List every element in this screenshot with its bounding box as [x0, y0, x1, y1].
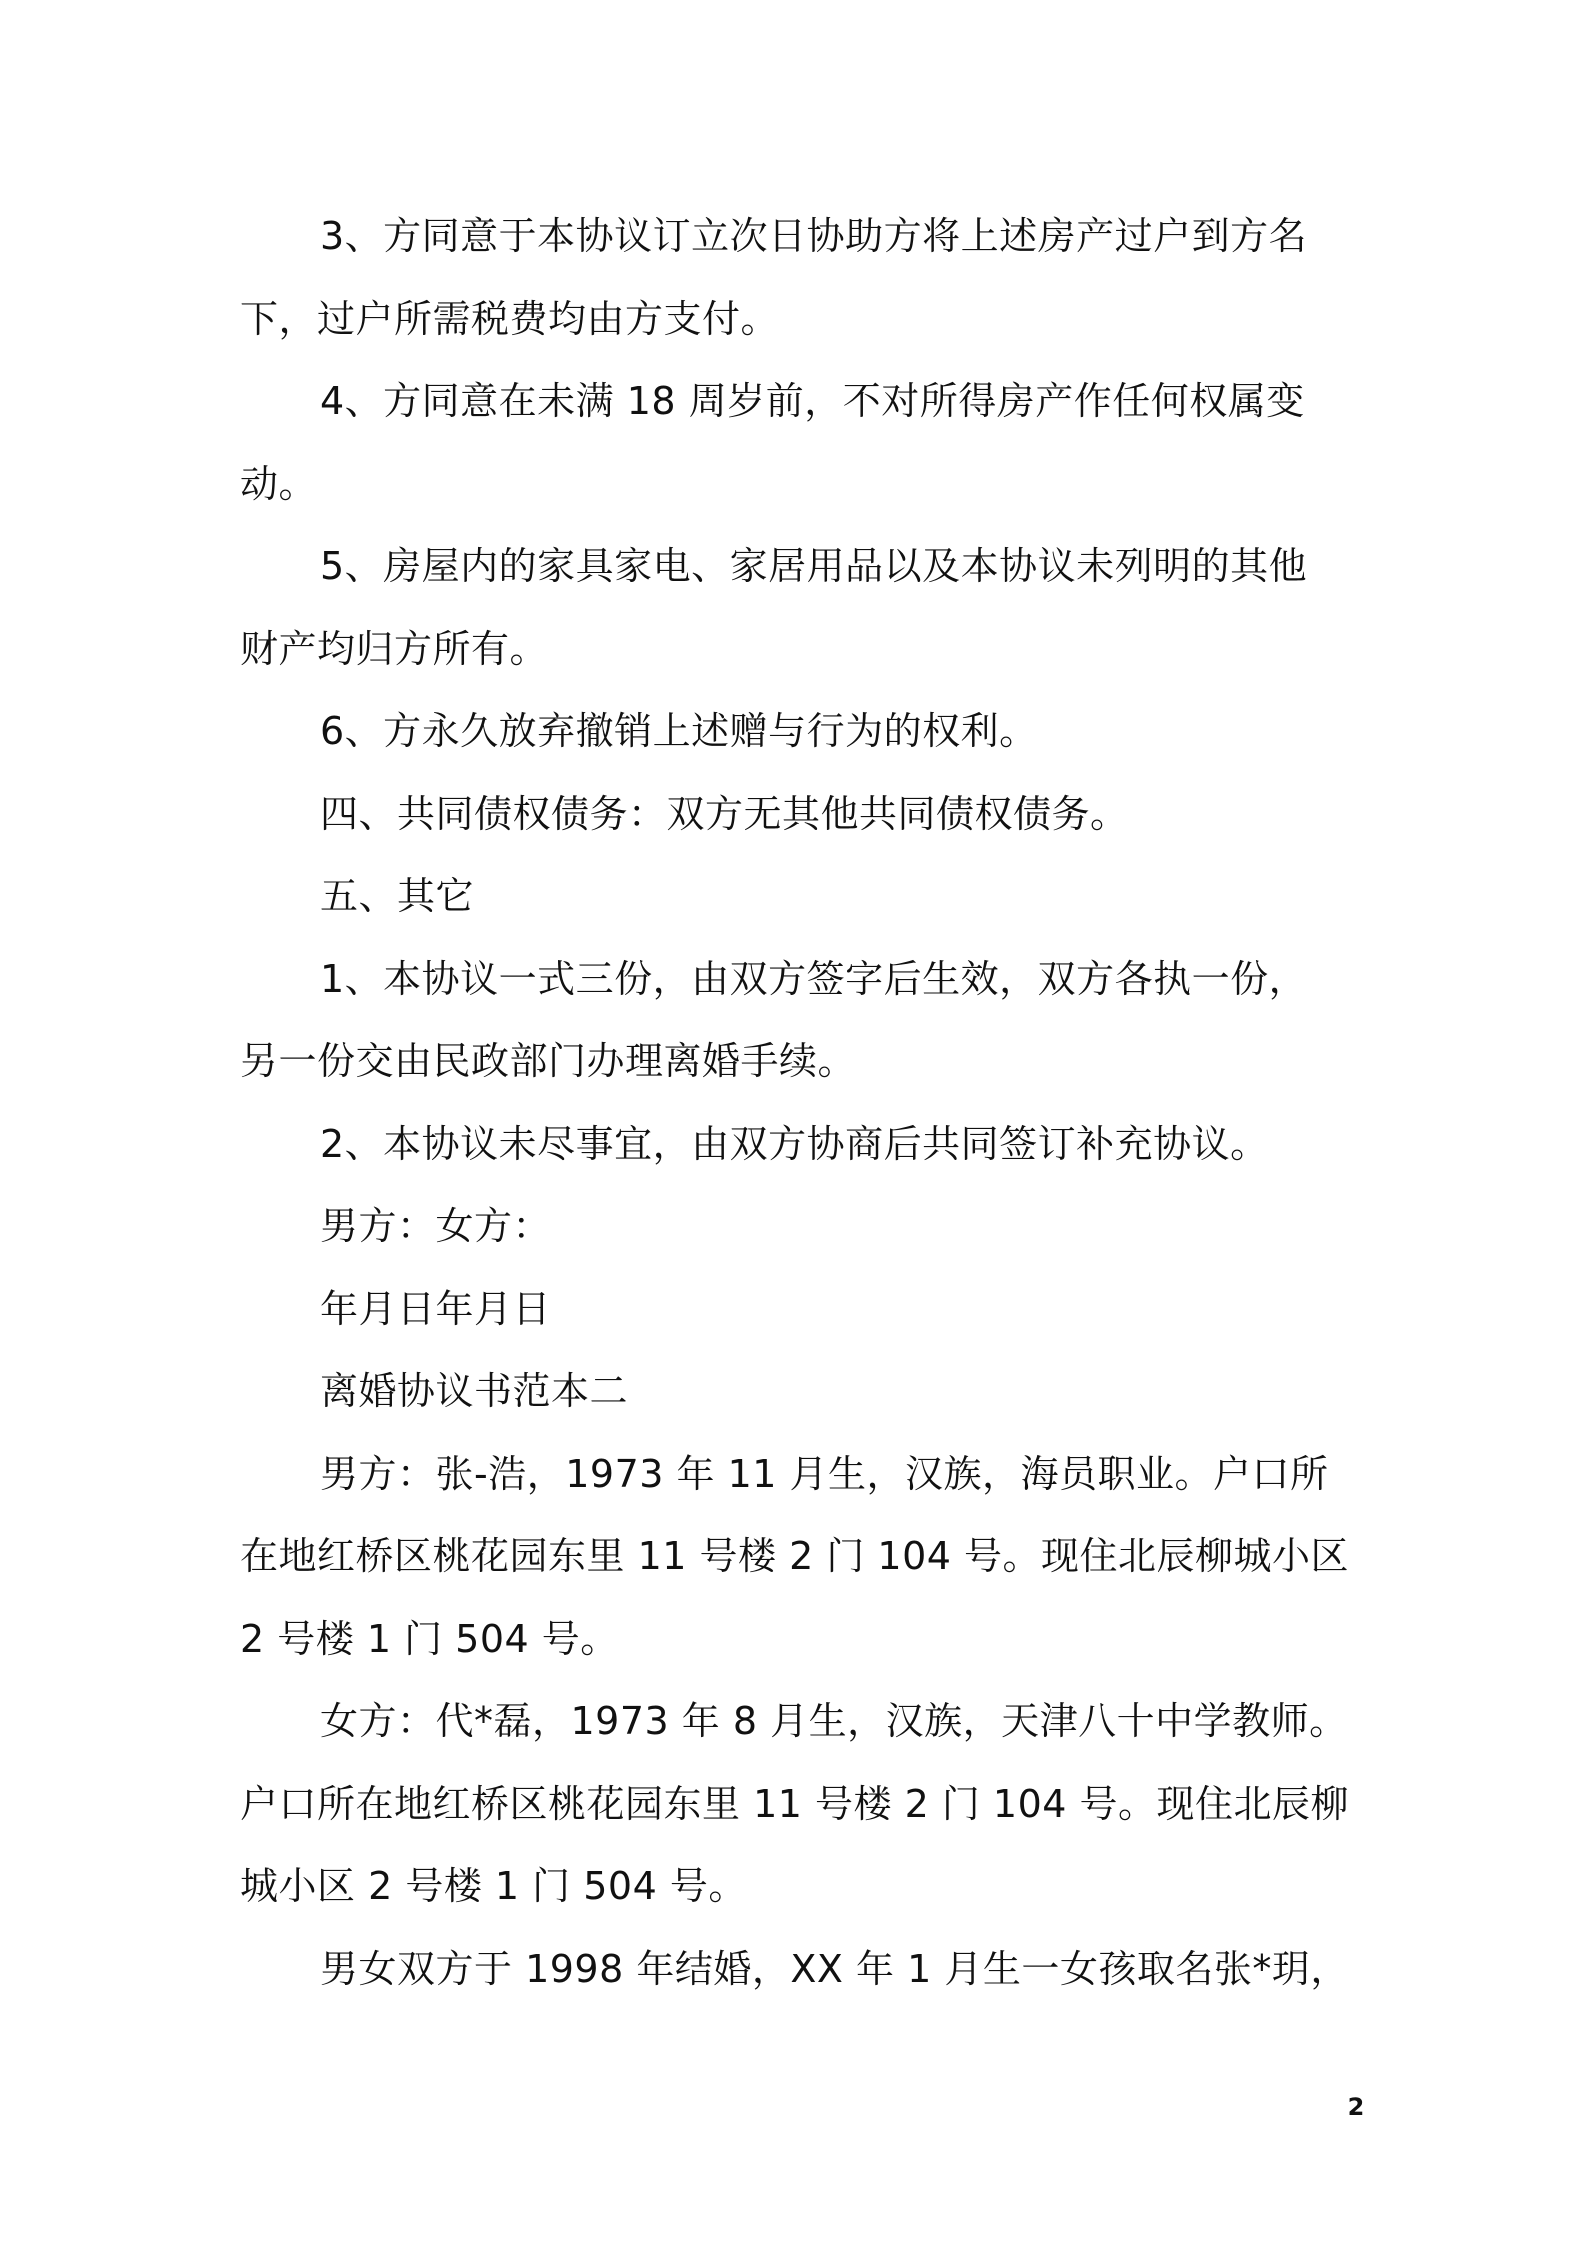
date-line: 年月日年月日	[320, 1286, 552, 1331]
page-number: 2	[1347, 2093, 1365, 2121]
text-line: 4、方同意在未满 18 周岁前，不对所得房产作任何权属变	[320, 379, 1305, 423]
text-line: 1、本协议一式三份，由双方签字后生效，双方各执一份，	[320, 956, 1308, 1001]
section-heading: 五、其它	[320, 874, 475, 918]
text-line: 城小区 2 号楼 1 门 504 号。	[240, 1864, 747, 1908]
text-line: 财产均归方所有。	[240, 626, 549, 671]
text-line: 下，过户所需税费均由方支付。	[240, 296, 780, 341]
signature-line: 男方：女方：	[320, 1204, 552, 1248]
text-line: 四、共同债权债务：双方无其他共同债权债务。	[320, 791, 1129, 836]
text-line: 2 号楼 1 门 504 号。	[240, 1616, 619, 1661]
document-body	[240, 195, 1356, 2010]
text-line: 男方：张-浩，1973 年 11 月生，汉族，海员职业。户口所	[320, 1451, 1329, 1496]
document-subtitle: 离婚协议书范本二	[320, 1369, 629, 1413]
text-line: 6、方永久放弃撤销上述赠与行为的权利。	[320, 709, 1038, 753]
text-line: 动。	[240, 461, 318, 506]
text-line: 在地红桥区桃花园东里 11 号楼 2 门 104 号。现住北辰柳城小区	[240, 1534, 1350, 1578]
text-line: 户口所在地红桥区桃花园东里 11 号楼 2 门 104 号。现住北辰柳	[240, 1781, 1350, 1826]
text-line: 5、房屋内的家具家电、家居用品以及本协议未列明的其他	[320, 544, 1308, 588]
text-line: 3、方同意于本协议订立次日协助方将上述房产过户到方名	[320, 214, 1308, 258]
text-line: 另一份交由民政部门办理离婚手续。	[240, 1039, 857, 1083]
text-line: 男女双方于 1998 年结婚，XX 年 1 月生一女孩取名张*玥，	[320, 1946, 1349, 1991]
text-line: 女方：代*磊，1973 年 8 月生，汉族，天津八十中学教师。	[320, 1699, 1348, 1743]
text-line: 2、本协议未尽事宜，由双方协商后共同签订补充协议。	[320, 1121, 1269, 1166]
